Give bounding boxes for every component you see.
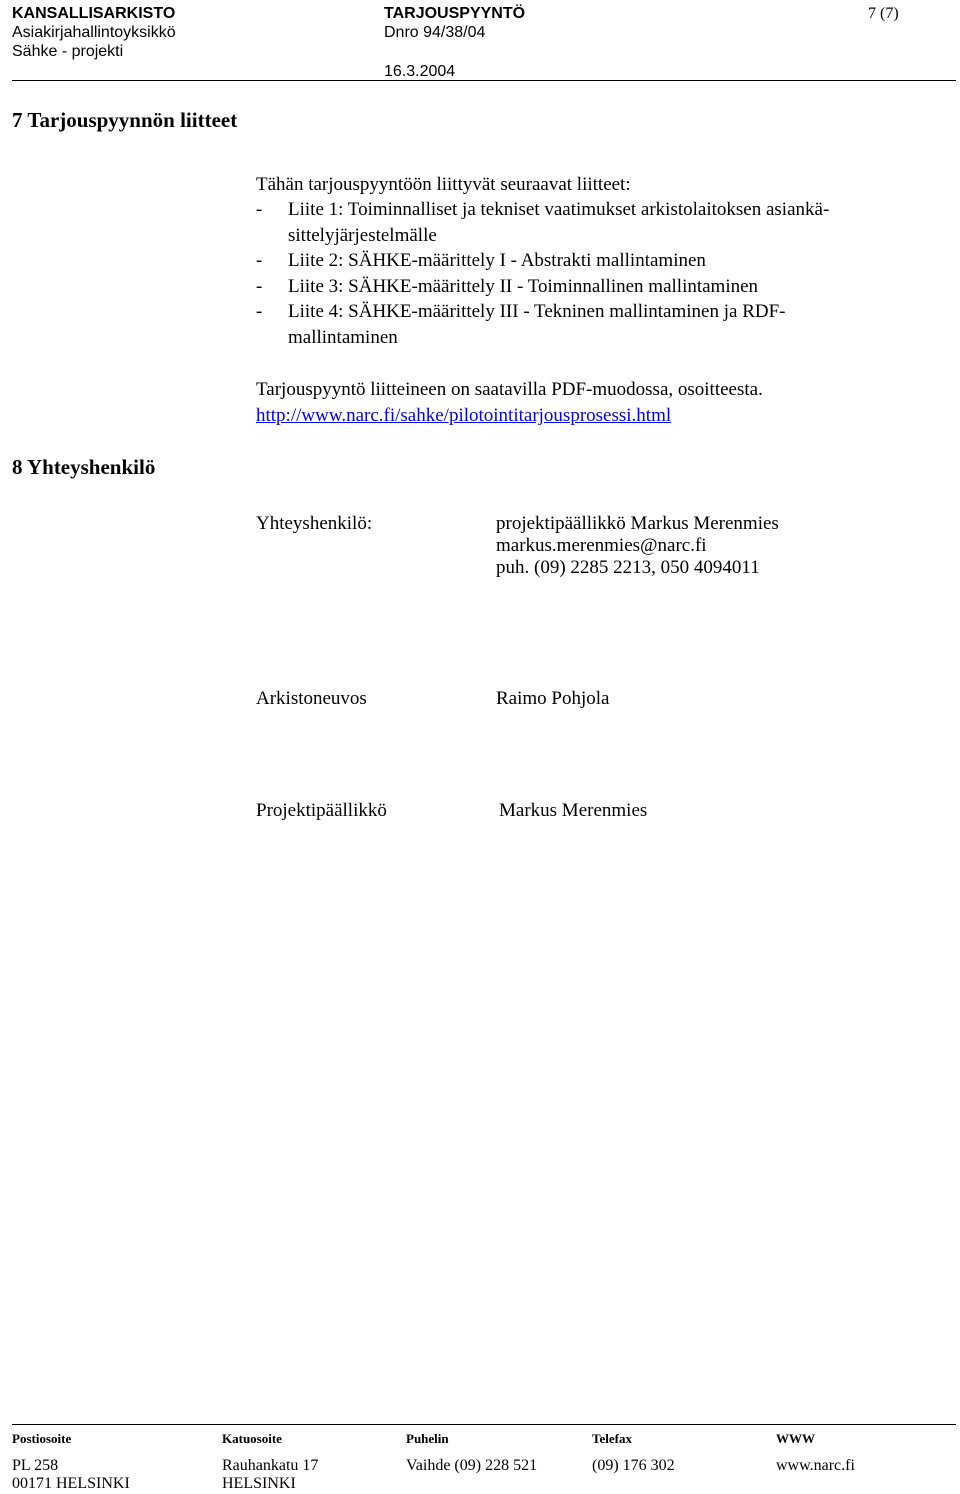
attachment-text: Liite 4: SÄHKE-määrittely III - Tekninen mallintaminen ja RDF- [288,301,786,322]
list-item [256,248,829,274]
attachment-text-cont: sittelyjärjestelmälle [288,224,437,246]
footer-street: Rauhankatu 17 [222,1457,319,1474]
signature-role: Arkistoneuvos [256,688,367,709]
project-name: Sähke - projekti [12,43,124,60]
contact-name: projektipäällikkö Markus Merenmies [496,513,779,534]
attachments-intro: Tähän tarjouspyyntöön liittyvät seuraavat liitteet: [256,174,631,195]
footer-header: Katuosoite [222,1431,282,1446]
document-link[interactable]: http://www.narc.fi/sahke/pilotointitarjousprosessi.html [256,405,672,426]
footer-header: WWW [776,1431,815,1446]
signature-role: Projektipäällikkö [256,800,387,821]
footer-postal: PL 258 [12,1457,59,1474]
dash-bullet: - [256,301,263,322]
dash-bullet: - [256,250,263,271]
signature-name: Markus Merenmies [499,800,648,821]
unit-name: Asiakirjahallintoyksikkö [12,24,176,41]
footer-header: Puhelin [406,1431,449,1446]
doc-type: TARJOUSPYYNTÖ [384,5,526,22]
org-name: KANSALLISARKISTO [12,5,176,22]
signature-name: Raimo Pohjola [496,688,610,709]
attachment-list [256,197,829,350]
list-item [256,197,829,248]
attachment-text-cont: mallintaminen [288,326,398,348]
footer-street-city: HELSINKI [222,1475,296,1492]
attachment-text: Liite 3: SÄHKE-määrittely II - Toiminnallinen mallintaminen [288,275,759,297]
availability-text: Tarjouspyyntö liitteineen on saatavilla PDF-muodossa, osoitteesta. [256,379,763,400]
page-number: 7 (7) [868,5,899,22]
list-item [256,299,829,350]
footer-postal-city: 00171 HELSINKI [12,1475,130,1492]
footer-fax: (09) 176 302 [592,1457,675,1474]
section-8-heading: 8 Yhteyshenkilö [12,455,156,479]
footer-header: Postiosoite [12,1431,72,1446]
header-divider [12,80,956,81]
list-item [256,274,829,300]
section-7-heading: 7 Tarjouspyynnön liitteet [12,108,238,132]
footer-phone: Vaihde (09) 228 521 [406,1457,538,1474]
footer-divider [12,1424,956,1425]
footer-header: Telefax [592,1431,632,1446]
footer-www[interactable]: www.narc.fi [776,1457,855,1474]
contact-phone: puh. (09) 2285 2213, 050 4094011 [496,557,760,578]
dash-bullet: - [256,275,263,297]
attachment-text: Liite 2: SÄHKE-määrittely I - Abstrakti mallintaminen [288,250,706,271]
doc-date: 16.3.2004 [384,63,456,80]
reference-number: Dnro 94/38/04 [384,24,486,41]
contact-email: markus.merenmies@narc.fi [496,535,707,556]
attachment-text: Liite 1: Toiminnalliset ja tekniset vaatimukset arkistolaitoksen asiankä- [288,199,830,220]
dash-bullet: - [256,199,263,220]
contact-label: Yhteyshenkilö: [256,513,373,534]
